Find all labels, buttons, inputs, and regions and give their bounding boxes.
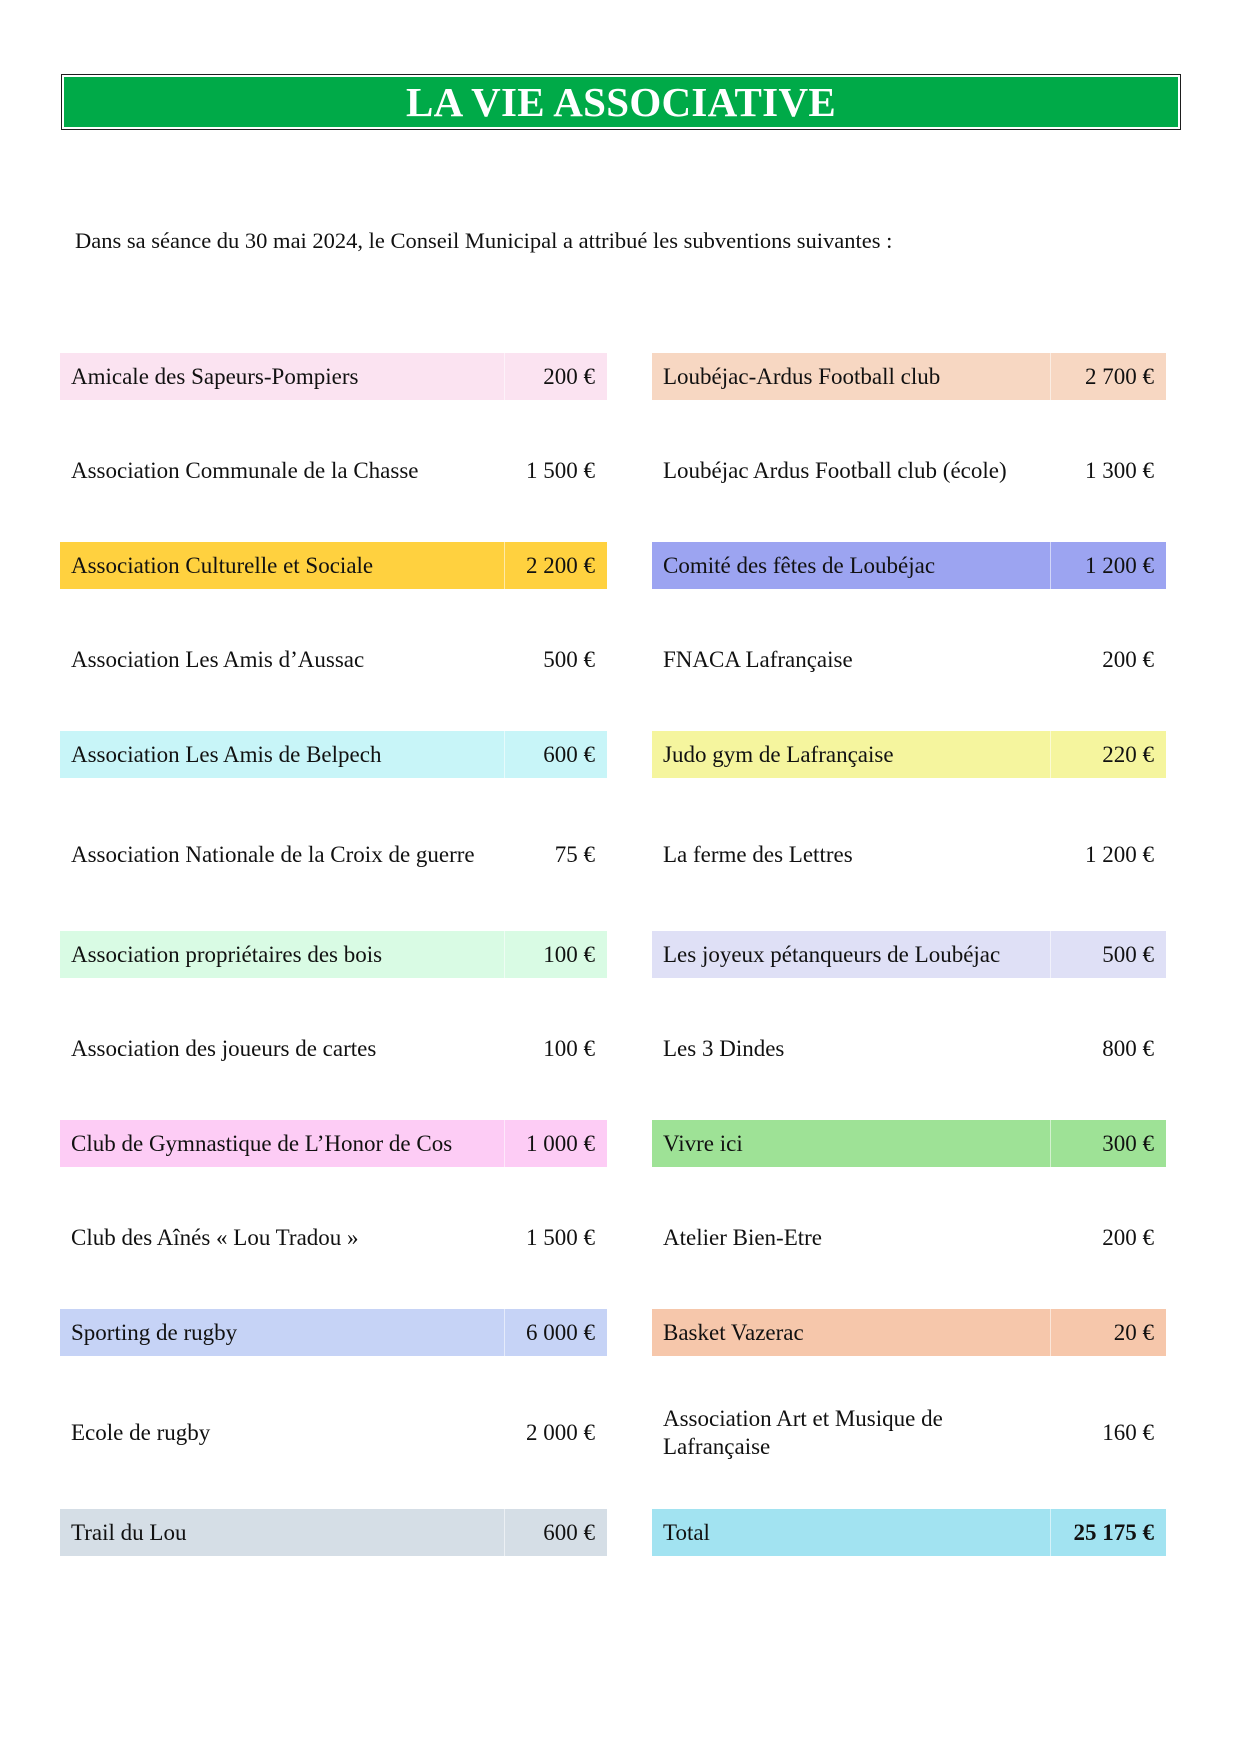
subsidy-row (60, 400, 607, 542)
subsidy-row (60, 1356, 607, 1509)
subsidy-amount: 220 € (1050, 731, 1166, 778)
subsidy-amount: 2 200 € (504, 542, 607, 589)
subsidy-row (652, 589, 1166, 731)
subsidy-row (60, 1509, 607, 1556)
association-name: Association des joueurs de cartes (71, 1036, 377, 1062)
subsidy-amount: 200 € (1102, 647, 1154, 673)
subsidy-amount: 20 € (1050, 1309, 1166, 1356)
subsidy-amount: 2 700 € (1050, 353, 1166, 400)
subsidies-right-column (652, 353, 1166, 1556)
subsidy-amount: 6 000 € (504, 1309, 607, 1356)
subsidy-row (652, 1167, 1166, 1309)
association-name: Association Nationale de la Croix de guerre (71, 841, 475, 867)
title-banner (61, 74, 1181, 130)
subsidy-row (652, 931, 1166, 978)
total-label: Total (663, 1519, 710, 1545)
subsidy-amount: 500 € (543, 647, 595, 673)
association-name: Ecole de rugby (71, 1419, 211, 1445)
subsidy-amount: 1 000 € (504, 1120, 607, 1167)
association-name: FNACA Lafrançaise (663, 647, 853, 673)
subsidies-left-column (60, 353, 607, 1556)
subsidy-row (60, 1120, 607, 1167)
association-name: Association Culturelle et Sociale (71, 552, 374, 578)
subsidy-row (60, 778, 607, 931)
subsidy-row (60, 589, 607, 731)
subsidy-row (60, 731, 607, 778)
intro-text: Dans sa séance du 30 mai 2024, le Conseil Municipal a attribué les subventions suivantes : (75, 228, 893, 253)
subsidy-amount: 1 500 € (526, 1225, 595, 1251)
subsidy-amount: 100 € (504, 931, 607, 978)
association-name: Association Les Amis de Belpech (71, 741, 382, 767)
subsidy-row (60, 931, 607, 978)
association-name: Trail du Lou (71, 1519, 187, 1545)
subsidy-amount: 200 € (504, 353, 607, 400)
association-name: Association propriétaires des bois (71, 941, 383, 967)
subsidy-row (652, 400, 1166, 542)
subsidy-row (652, 542, 1166, 589)
association-name: Club des Aînés « Lou Tradou » (71, 1225, 359, 1251)
association-name: Les joyeux pétanqueurs de Loubéjac (663, 941, 1001, 967)
subsidy-row (60, 353, 607, 400)
association-name: Association Art et Musique de Lafrançaise (663, 1405, 943, 1459)
subsidy-amount: 75 € (554, 841, 595, 867)
subsidy-amount: 600 € (504, 1509, 607, 1556)
subsidy-row (60, 978, 607, 1120)
subsidy-amount: 200 € (1102, 1225, 1154, 1251)
association-name: Sporting de rugby (71, 1319, 238, 1345)
subsidy-row (652, 731, 1166, 778)
total-amount: 25 175 € (1050, 1509, 1166, 1556)
subsidy-row (60, 1309, 607, 1356)
subsidy-amount: 160 € (1102, 1419, 1154, 1445)
subsidy-row (652, 353, 1166, 400)
subsidy-amount: 500 € (1050, 931, 1166, 978)
subsidy-row (652, 1120, 1166, 1167)
subsidy-amount: 300 € (1050, 1120, 1166, 1167)
association-name: La ferme des Lettres (663, 841, 853, 867)
subsidy-amount: 1 200 € (1085, 841, 1154, 867)
association-name: Association Les Amis d’Aussac (71, 647, 365, 673)
association-name: Basket Vazerac (663, 1319, 804, 1345)
subsidy-amount: 100 € (543, 1036, 595, 1062)
subsidy-row (652, 1356, 1166, 1509)
subsidy-amount: 1 500 € (526, 458, 595, 484)
association-name: Comité des fêtes de Loubéjac (663, 552, 936, 578)
association-name: Les 3 Dindes (663, 1036, 785, 1062)
subsidy-row (60, 542, 607, 589)
subsidy-amount: 1 300 € (1085, 458, 1154, 484)
association-name: Association Communale de la Chasse (71, 458, 419, 484)
subsidy-row (652, 778, 1166, 931)
subsidy-amount: 800 € (1102, 1036, 1154, 1062)
total-row (652, 1509, 1166, 1556)
association-name: Club de Gymnastique de L’Honor de Cos (71, 1130, 453, 1156)
subsidy-amount: 600 € (504, 731, 607, 778)
association-name: Loubéjac-Ardus Football club (663, 363, 941, 389)
subsidy-row (60, 1167, 607, 1309)
association-name: Atelier Bien-Etre (663, 1225, 823, 1251)
subsidy-amount: 1 200 € (1050, 542, 1166, 589)
association-name: Loubéjac Ardus Football club (école) (663, 458, 1007, 484)
subsidy-row (652, 1309, 1166, 1356)
subsidy-amount: 2 000 € (526, 1419, 595, 1445)
association-name: Judo gym de Lafrançaise (663, 741, 894, 767)
page-title: LA VIE ASSOCIATIVE (406, 79, 836, 125)
association-name: Amicale des Sapeurs-Pompiers (71, 363, 359, 389)
subsidy-row (652, 978, 1166, 1120)
association-name: Vivre ici (663, 1130, 743, 1156)
